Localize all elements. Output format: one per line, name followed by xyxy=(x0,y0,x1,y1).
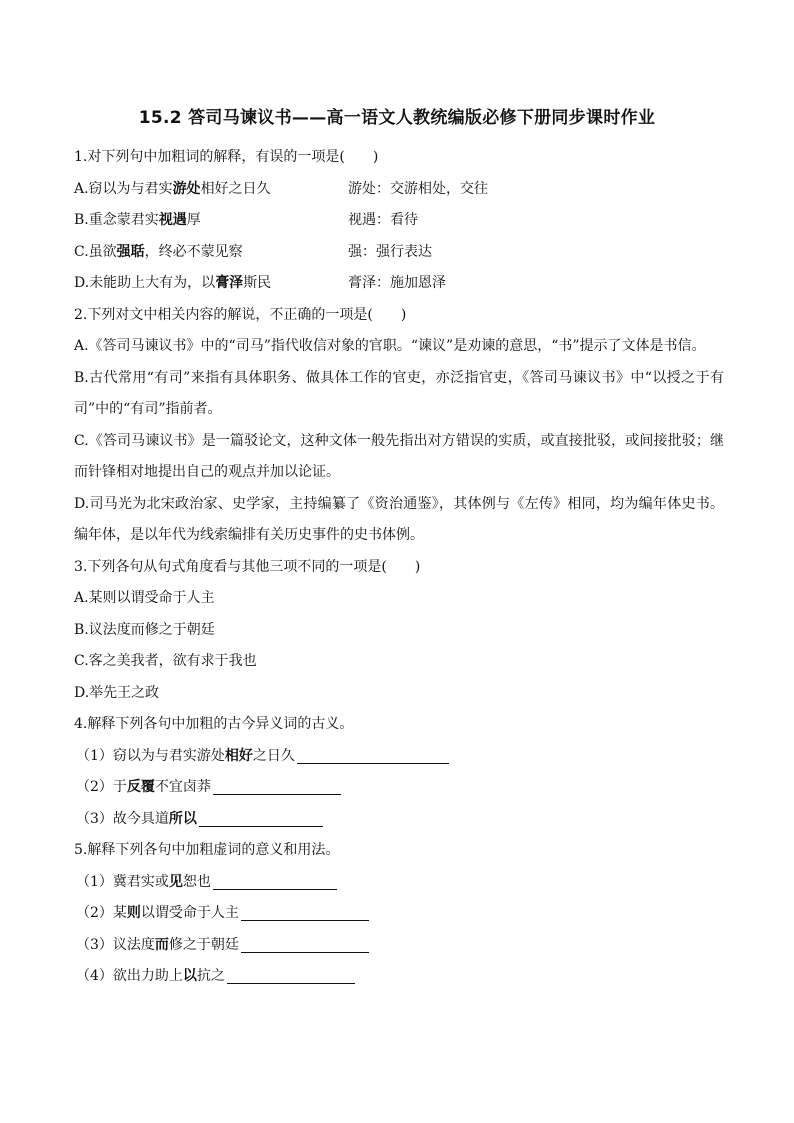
q1-option-a-gloss: 游处：交游相处，交往 xyxy=(348,180,488,197)
q1-option-c-gloss: 强：强行表达 xyxy=(348,243,432,260)
q3-option-c: C.客之美我者，欲有求于我也 xyxy=(74,653,257,669)
q2-option-b: B.古代常用“有司”来指有具体职务、做具体工作的官吏，亦泛指官吏，《答司马谏议书》中“以授之于有司”中的“有司”指前者。 xyxy=(74,369,724,417)
q1-option-a: A.窃以为与君实游处相好之日久 游处：交游相处，交往 xyxy=(74,174,724,206)
q2-option-a: A.《答司马谏议书》中的“司马”指代收信对象的官职。“谏议”是劝谏的意思，“书”提示了文体是书信。 xyxy=(74,338,706,354)
answer-blank[interactable] xyxy=(227,966,355,984)
bold-word: 强聒 xyxy=(116,243,145,260)
bold-word: 则 xyxy=(126,905,141,921)
bold-word: 所以 xyxy=(168,810,197,827)
bold-word: 相好 xyxy=(224,747,253,764)
answer-blank[interactable] xyxy=(199,809,323,827)
q2-option-d: D.司马光为北宋政治家、史学家，主持编纂了《资治通鉴》，其体例与《左传》相同，均为编年体史书。编年体，是以年代为线索编排有关历史事件的史书体例。 xyxy=(74,495,724,543)
q1-option-c: C.虽欲强聒，终必不蒙见察 强：强行表达 xyxy=(74,237,724,269)
bold-word: 游处 xyxy=(172,180,201,197)
q5-item-3: （3）议法度而修之于朝廷 xyxy=(74,930,724,962)
bold-word: 而 xyxy=(154,936,169,953)
answer-blank[interactable] xyxy=(241,935,369,953)
question-2-stem: 2.下列对文中相关内容的解说，不正确的一项是( ) xyxy=(74,306,407,323)
question-5-stem: 5.解释下列各句中加粗虚词的意义和用法。 xyxy=(74,842,340,858)
bold-word: 反覆 xyxy=(126,779,155,795)
q3-option-b: B.议法度而修之于朝廷 xyxy=(74,621,215,638)
q1-option-d: D.未能助上大有为，以膏泽斯民 膏泽：施加恩泽 xyxy=(74,268,724,300)
bold-word: 见 xyxy=(168,873,183,890)
answer-blank[interactable] xyxy=(297,746,449,764)
q1-option-d-gloss: 膏泽：施加恩泽 xyxy=(348,275,446,291)
q4-item-1: （1）窃以为与君实游处相好之日久 xyxy=(74,741,724,773)
answer-blank[interactable] xyxy=(241,903,369,921)
bold-word: 视遇 xyxy=(158,212,187,228)
answer-blank[interactable] xyxy=(213,872,337,890)
page-title: 15.2 答司马谏议书——高一语文人教统编版必修下册同步课时作业 xyxy=(138,108,656,128)
bold-word: 膏泽 xyxy=(215,275,244,291)
q5-item-1: （1）冀君实或见恕也 xyxy=(74,867,724,899)
q5-item-2: （2）某则以谓受命于人主 xyxy=(74,898,724,930)
worksheet-content xyxy=(74,142,724,993)
q3-option-d: D.举先王之政 xyxy=(74,684,160,701)
question-3-stem: 3.下列各句从句式角度看与其他三项不同的一项是( ) xyxy=(74,558,421,575)
q3-option-a: A.某则以谓受命于人主 xyxy=(74,590,215,606)
question-4-stem: 4.解释下列各句中加粗的古今异义词的古义。 xyxy=(74,716,354,732)
q1-option-b-gloss: 视遇：看待 xyxy=(348,212,418,228)
q5-item-4: （4）欲出力助上以抗之 xyxy=(74,961,724,993)
q2-option-c: C.《答司马谏议书》是一篇驳论文，这种文体一般先指出对方错误的实质，或直接批驳，或间接批驳；继而针锋相对地提出自己的观点并加以论证。 xyxy=(74,432,724,480)
answer-blank[interactable] xyxy=(213,777,341,795)
q1-option-b: B.重念蒙君实视遇厚 视遇：看待 xyxy=(74,205,724,237)
bold-word: 以 xyxy=(182,968,197,984)
q4-item-3: （3）故今具道所以 xyxy=(74,804,724,836)
question-1-stem: 1.对下列句中加粗词的解释，有误的一项是( ) xyxy=(74,149,379,165)
q4-item-2: （2）于反覆不宜卤莽 xyxy=(74,772,724,804)
